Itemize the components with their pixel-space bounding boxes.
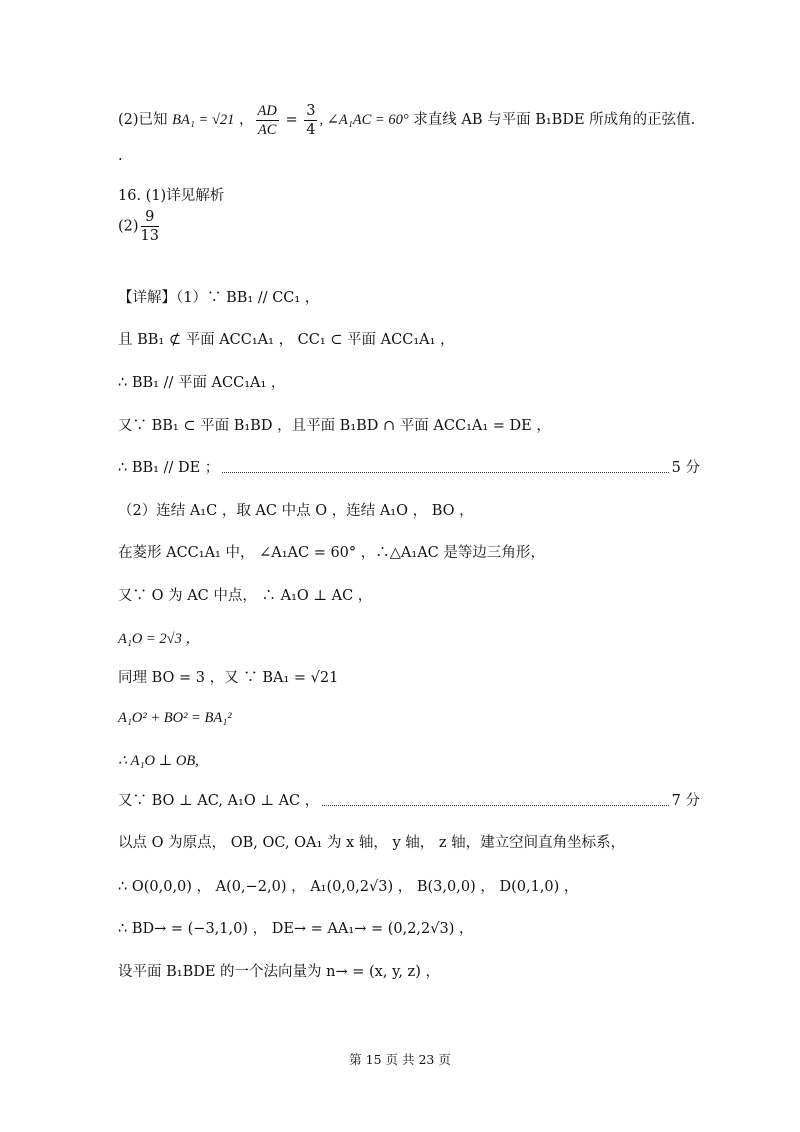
solution-line-15: ∴ O(0,0,0) ， A(0,−2,0) ， A₁(0,0,2√3) ， B(3,0,0) ， D(0,1,0) ， [118, 879, 579, 895]
score-7: 7 分 [671, 793, 700, 809]
solution-line-16: ∴ BD→ = (−3,1,0) ， DE→ = AA₁→ = (0,2,2√3) ， [118, 921, 474, 937]
solution-line-7: 在菱形 ACC₁A₁ 中， ∠A₁AC = 60° ，∴△A₁AC 是等边三角形， [118, 545, 545, 561]
solution-line-1: 【详解】（1）∵ BB₁ // CC₁ ， [118, 290, 320, 306]
solution-line-10: 同理 BO = 3 ，又 ∵ BA₁ = √21 [118, 670, 339, 686]
solution-line-6: （2）连结 A₁C ，取 AC 中点 O ，连结 A₁O ， BO ， [118, 503, 474, 519]
score-5: 5 分 [671, 460, 700, 476]
solution-line-3: ∴ BB₁ // 平面 ACC₁A₁ ， [118, 375, 286, 391]
ad-over-ac-fraction [256, 102, 279, 139]
q2-suffix: 求直线 AB 与平面 B₁BDE 所成角的正弦值. [408, 112, 696, 128]
frac-denominator: AC [257, 121, 277, 138]
answer-2-line [118, 208, 700, 245]
solution-line-13 [118, 790, 700, 812]
line-5-text: ∴ BB₁ // DE ； [118, 460, 220, 476]
q2-given-ba1: BA₁ = √21 [172, 112, 235, 128]
q2-equals: = [280, 112, 303, 128]
solution-line-14: 以点 O 为原点， OB, OC, OA₁ 为 x 轴， y 轴， z 轴，建立空间直角坐标系， [118, 835, 626, 851]
solution-line-11: A₁O² + BO² = BA₁² [118, 710, 232, 726]
question-2-line [118, 100, 700, 140]
answer-fraction [141, 208, 159, 245]
dotted-leader [222, 471, 668, 473]
q2-sep: ， [234, 112, 254, 128]
solution-line-17: 设平面 B₁BDE 的一个法向量为 n→ = (x, y, z) ， [118, 964, 440, 980]
solution-line-8: 又∵ O 为 AC 中点， ∴ A₁O ⊥ AC ， [118, 588, 373, 604]
solution-line-5 [118, 457, 700, 479]
q2-angle: , ∠A₁AC = 60° [319, 112, 409, 128]
q2-prefix: (2)已知 [118, 112, 173, 128]
frac-numerator: AD [257, 102, 277, 119]
value-numerator: 3 [306, 102, 316, 119]
page-footer: 第 15 页 共 23 页 [349, 1052, 451, 1067]
answer-numerator: 9 [141, 208, 159, 227]
solution-line-9: A₁O = 2√3 ， [118, 631, 200, 647]
answer-2-label: (2) [118, 218, 139, 235]
three-fourths-fraction [304, 102, 317, 139]
dotted-leader [322, 804, 668, 806]
answer-denominator: 13 [140, 228, 159, 244]
solution-line-2: 且 BB₁ ⊄ 平面 ACC₁A₁ ， CC₁ ⊂ 平面 ACC₁A₁ ， [118, 332, 455, 348]
value-denominator: 4 [306, 121, 316, 138]
line-13-text: 又∵ BO ⊥ AC, A₁O ⊥ AC ， [118, 793, 320, 809]
stray-dot: . [118, 148, 123, 164]
solution-line-4: 又∵ BB₁ ⊂ 平面 B₁BD ，且平面 B₁BD ∩ 平面 ACC₁A₁ = DE ， [118, 418, 551, 434]
solution-line-12: ∴ A₁O ⊥ OB, [118, 753, 199, 769]
answer-header: 16. (1)详见解析 [118, 188, 225, 204]
